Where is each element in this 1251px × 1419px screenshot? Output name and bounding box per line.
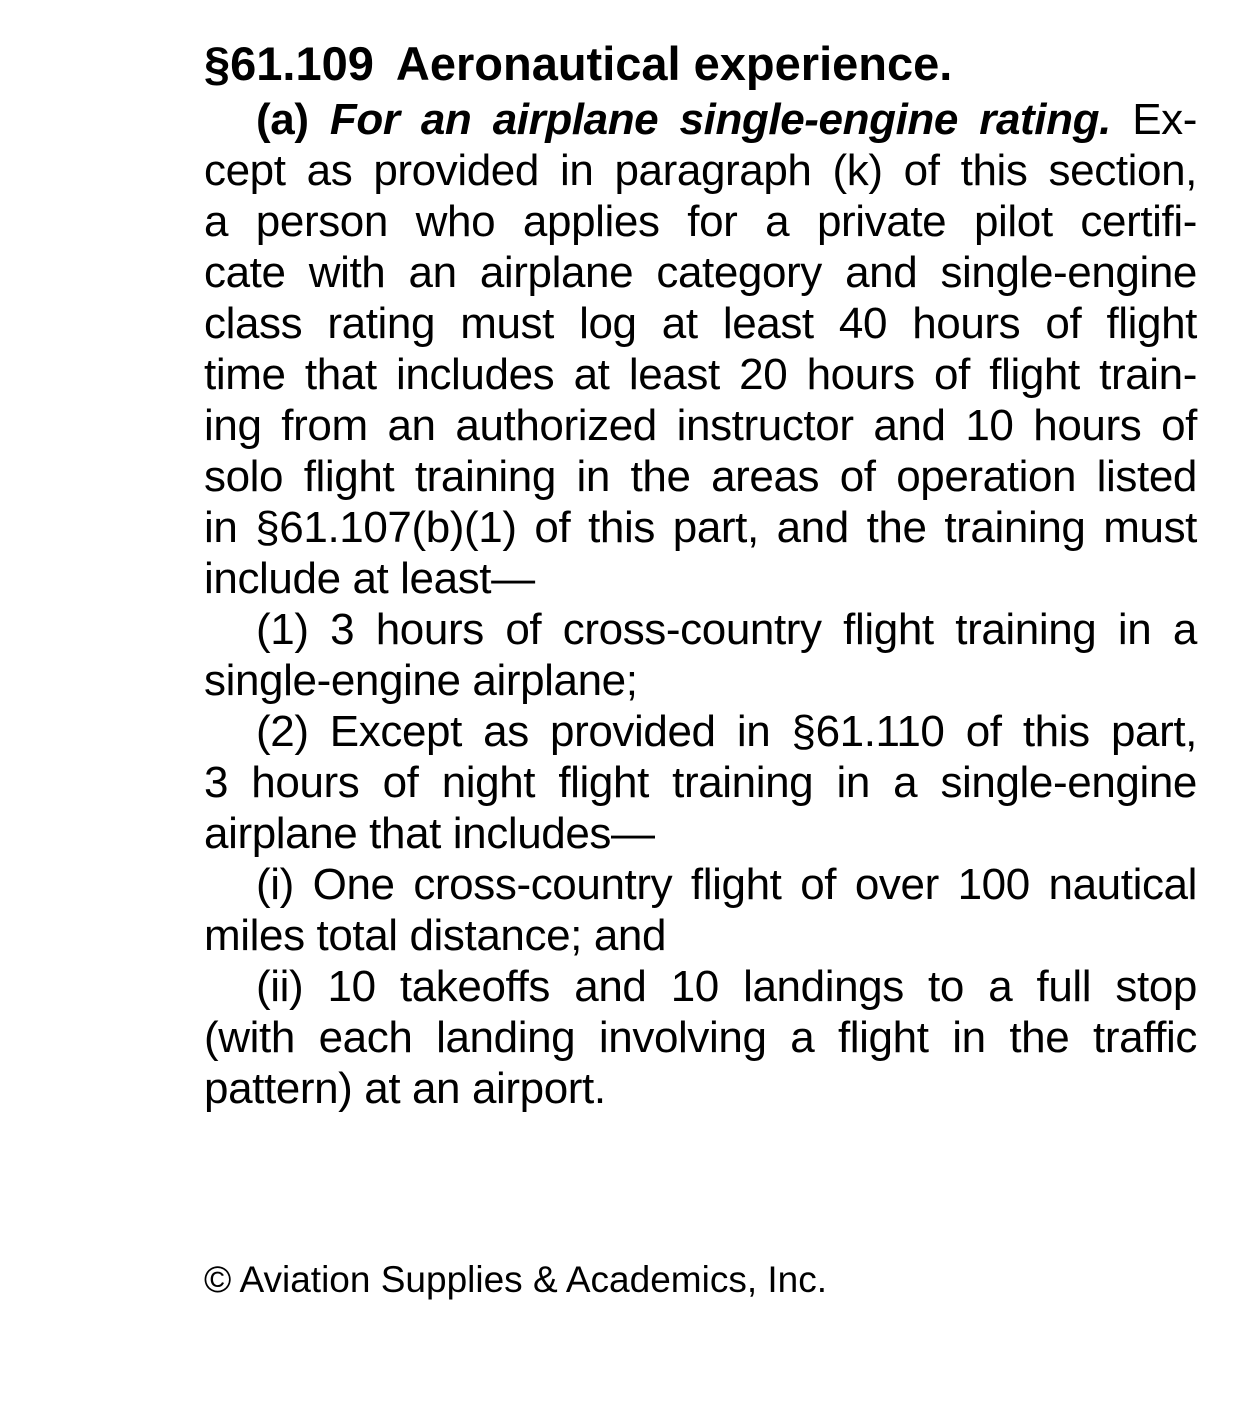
copyright-notice: © Aviation Supplies & Academics, Inc. — [204, 1259, 828, 1300]
item-2-i — [204, 859, 1197, 961]
item-2-ii-line: (ii) 10 takeoffs and 10 landings to a full stop — [256, 962, 1197, 1011]
item-2-ii — [204, 961, 1197, 1114]
paragraph-a-line: time that includes at least 20 hours of flight train- — [204, 350, 1197, 399]
item-2-line: 3 hours of night flight training in a single-engine — [204, 758, 1197, 807]
paragraph-a-first-line — [204, 94, 1197, 145]
paragraph-a-line: include at least— — [204, 554, 535, 603]
item-2-ii-line: (with each landing involving a flight in the traffic — [204, 1013, 1197, 1062]
regulation-text-page — [204, 34, 1197, 1114]
paragraph-a-line: Ex- — [1132, 95, 1198, 144]
paragraph-a-heading: For an airplane single-engine rating. — [329, 95, 1111, 144]
paragraph-a-line: cate with an airplane category and single-engine — [204, 248, 1197, 297]
paragraph-a-line: in §61.107(b)(1) of this part, and the training must — [204, 503, 1197, 552]
paragraph-a-label: (a) — [256, 95, 309, 144]
item-1 — [204, 604, 1197, 706]
item-2-i-line: (i) One cross-country flight of over 100 nautical — [256, 860, 1197, 909]
section-number: §61.109 — [204, 37, 374, 90]
item-2-i-line: miles total distance; and — [204, 911, 667, 960]
item-1-line: (1) 3 hours of cross-country flight training in a — [256, 605, 1197, 654]
paragraph-a — [204, 94, 1197, 604]
item-1-line: single-engine airplane; — [204, 656, 638, 705]
paragraph-a-line: a person who applies for a private pilot certifi- — [204, 197, 1197, 246]
item-2-line: (2) Except as provided in §61.110 of this part, — [256, 707, 1197, 756]
section-title: Aeronautical experience. — [395, 37, 953, 90]
item-2 — [204, 706, 1197, 859]
item-2-ii-line: pattern) at an airport. — [204, 1064, 606, 1113]
section-heading — [204, 34, 1197, 94]
item-2-line: airplane that includes— — [204, 809, 655, 858]
paragraph-a-line: ing from an authorized instructor and 10 hours of — [204, 401, 1197, 450]
paragraph-a-line: cept as provided in paragraph (k) of this section, — [204, 146, 1197, 195]
paragraph-a-line: solo flight training in the areas of operation listed — [204, 452, 1197, 501]
paragraph-a-line: class rating must log at least 40 hours of flight — [204, 299, 1197, 348]
